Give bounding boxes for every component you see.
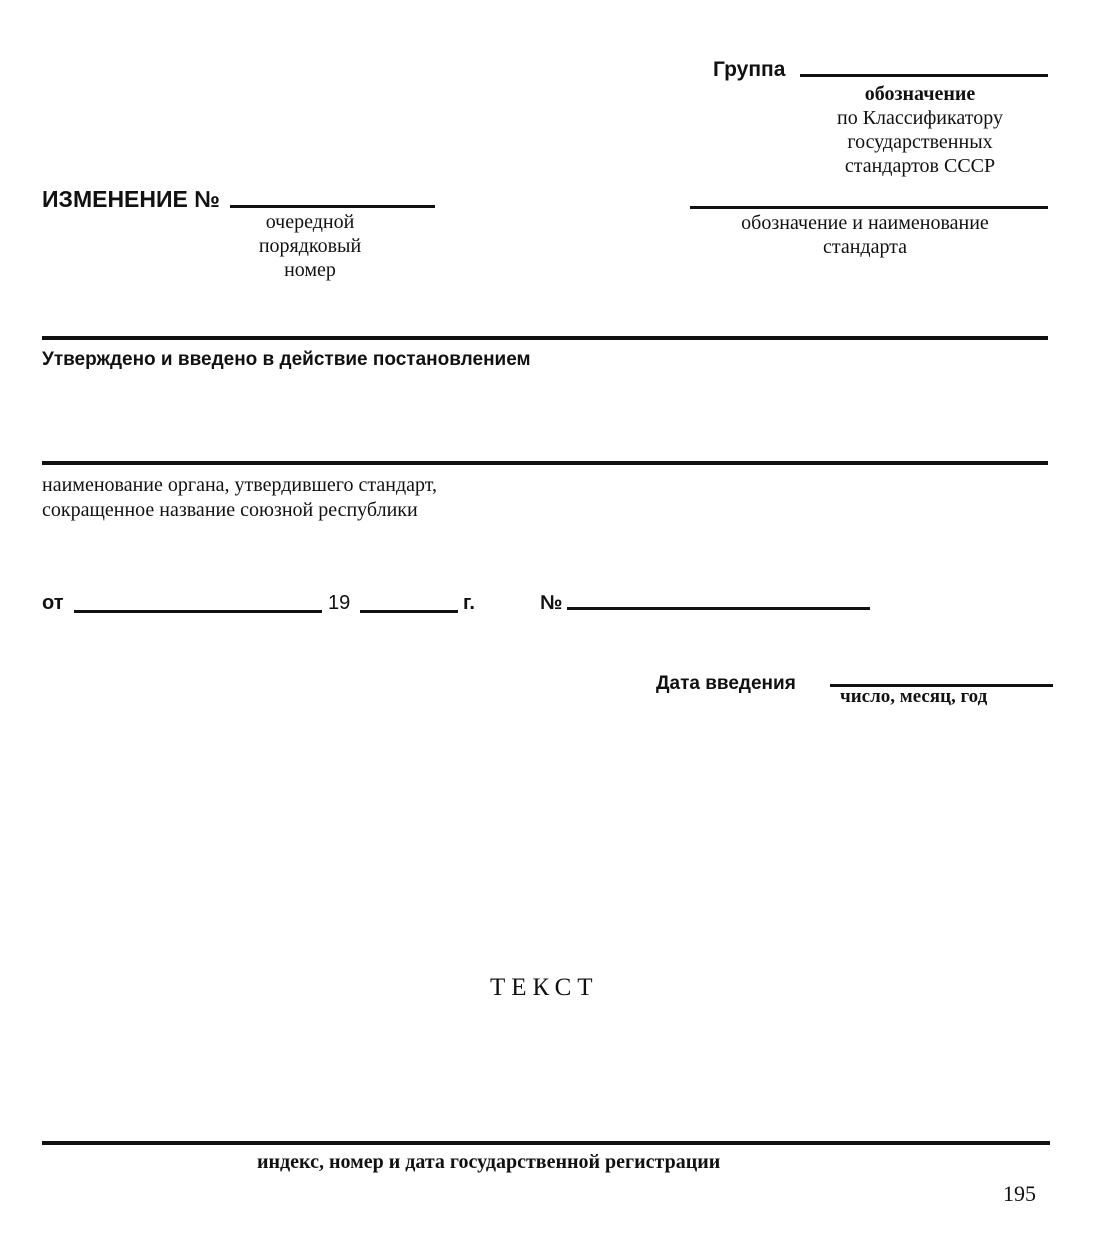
change-caption-line: очередной (265, 211, 355, 233)
change-caption-line: порядковый (258, 235, 362, 257)
group-field-line[interactable] (800, 74, 1048, 77)
group-caption (790, 82, 1050, 178)
change-label: ИЗМЕНЕНИЕ № (42, 186, 220, 212)
standard-field-line[interactable] (690, 206, 1048, 209)
organ-field-line[interactable] (42, 461, 1048, 465)
organ-caption (42, 473, 437, 523)
standard-caption (690, 211, 1040, 259)
decree-year-suffix: г. (463, 592, 475, 614)
separator-line (42, 336, 1048, 340)
group-caption-line: стандартов СССР (844, 155, 996, 177)
body-text: ТЕКСТ (490, 974, 599, 1001)
decree-from-label: от (42, 592, 64, 614)
change-number-line[interactable] (230, 205, 435, 208)
decree-year-line[interactable] (360, 610, 458, 613)
page-number: 195 (1003, 1181, 1036, 1206)
registration-field-line[interactable] (42, 1141, 1050, 1145)
group-caption-line: по Классификатору (836, 107, 1003, 129)
change-caption-line: номер (284, 259, 336, 281)
effective-date-caption: число, месяц, год (840, 686, 988, 707)
registration-caption: индекс, номер и дата государственной регистрации (257, 1151, 721, 1173)
standard-caption-line: обозначение и наименование (741, 212, 989, 234)
decree-number-line[interactable] (567, 607, 870, 610)
effective-date-label: Дата введения (656, 673, 796, 694)
organ-caption-line: наименование органа, утвердившего стандарт, (42, 474, 437, 496)
group-caption-line: обозначение (864, 83, 976, 105)
decree-number-label: № (540, 592, 563, 614)
group-caption-line: государственных (847, 131, 993, 153)
group-label: Группа (713, 58, 786, 81)
approved-label: Утверждено и введено в действие постановлением (42, 349, 531, 370)
organ-caption-line: сокращенное название союзной республики (42, 499, 418, 521)
standard-caption-line: стандарта (822, 236, 908, 258)
change-caption (210, 210, 410, 282)
decree-year-prefix: 19 (328, 592, 351, 614)
decree-date-line[interactable] (74, 610, 322, 613)
